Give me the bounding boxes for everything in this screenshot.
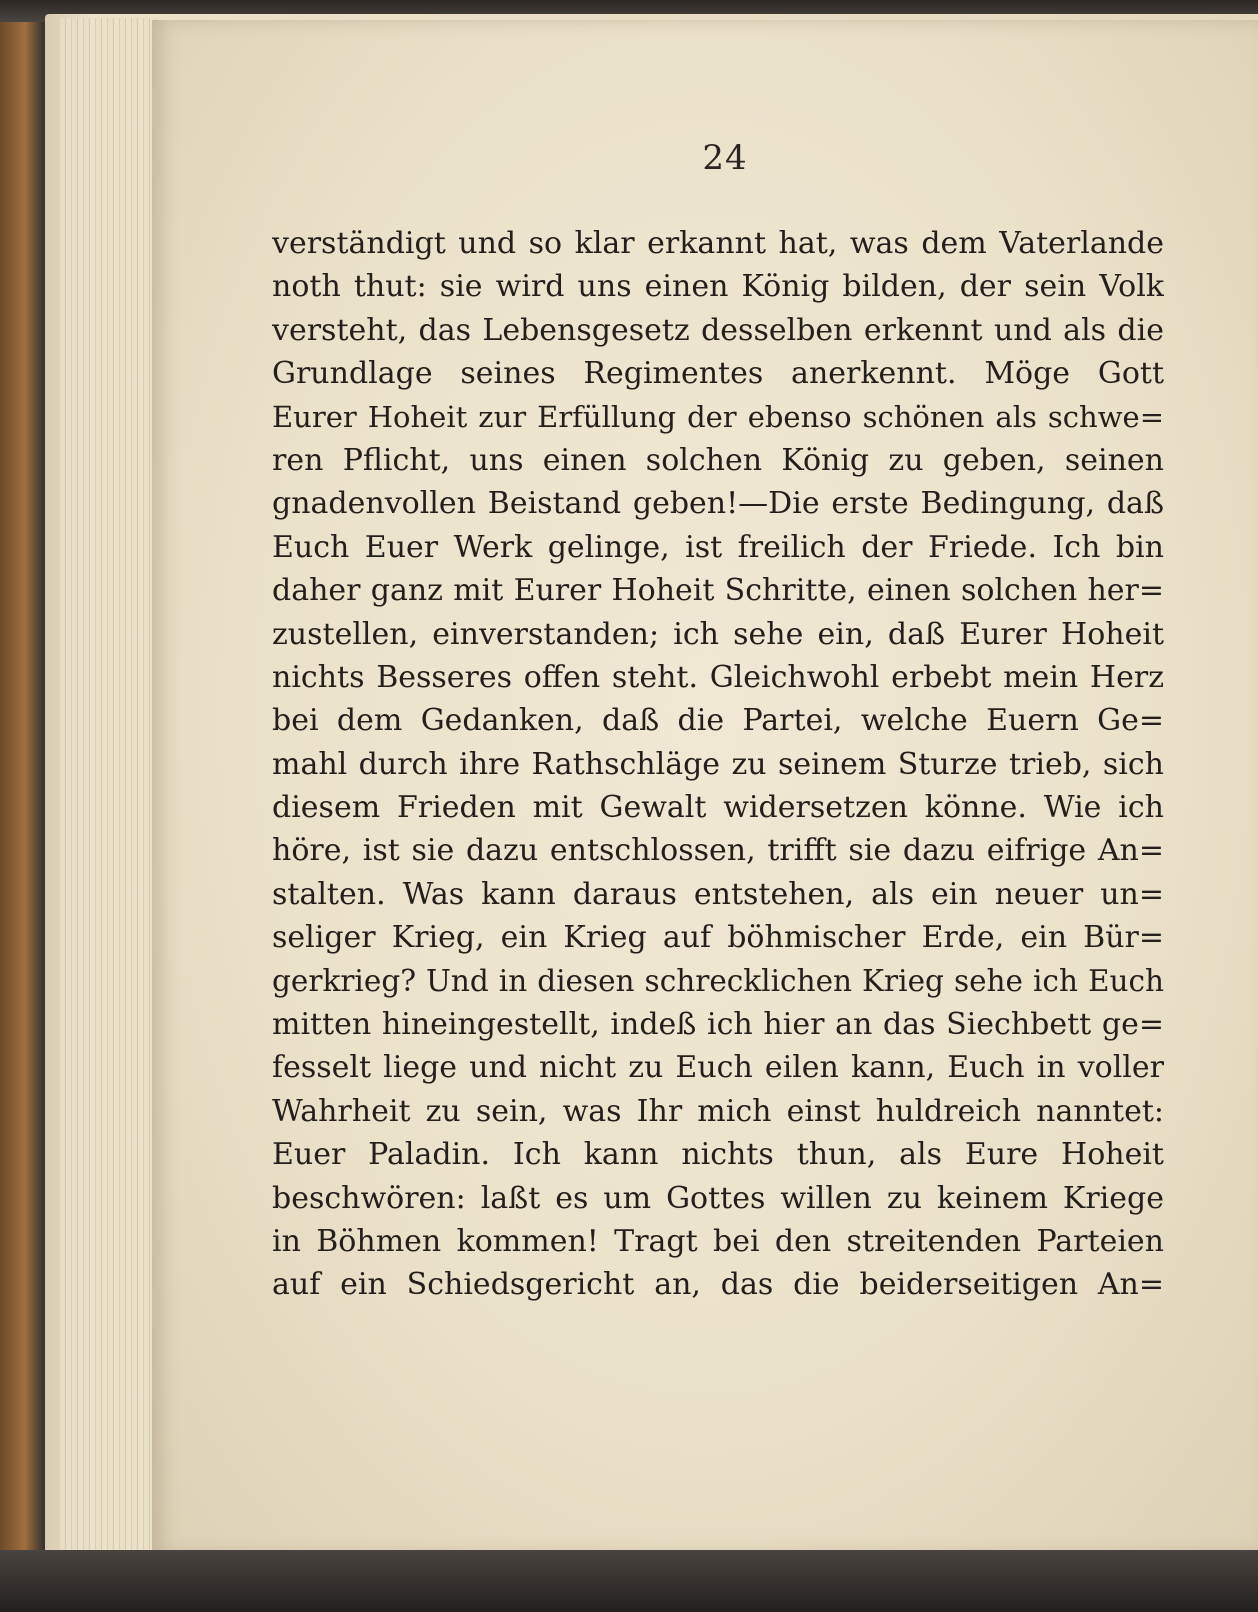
text-line: verständigt und so klar erkannt hat, was dem Vaterlande — [272, 226, 1164, 261]
text-line: Wahrheit zu sein, was Ihr mich einst huldreich nanntet: — [272, 1093, 1164, 1129]
text-line: stalten. Was kann daraus entstehen, als ein neuer un= — [272, 876, 1164, 912]
book-bottom-shadow — [0, 1550, 1258, 1612]
text-line: auf ein Schiedsgericht an, das die beiderseitigen An= — [272, 1267, 1164, 1303]
text-line: höre, ist sie dazu entschlossen, trifft sie dazu eifrige An= — [272, 833, 1164, 869]
page-number: 24 — [702, 138, 748, 178]
text-line: bei dem Gedanken, daß die Partei, welche Euern Ge= — [272, 703, 1164, 739]
text-line: diesem Frieden mit Gewalt widersetzen könne. Wie ich — [272, 790, 1164, 826]
text-line: beschwören: laßt es um Gottes willen zu keinem Kriege — [272, 1180, 1164, 1216]
text-line: daher ganz mit Eurer Hoheit Schritte, einen solchen her= — [272, 573, 1164, 609]
text-line: ren Pflicht, uns einen solchen König zu geben, seinen — [272, 442, 1164, 478]
page-edges — [60, 18, 160, 1558]
text-line: gerkrieg? Und in diesen schrecklichen Krieg sehe ich Euch — [272, 963, 1164, 998]
text-line: zustellen, einverstanden; ich sehe ein, daß Eurer Hoheit — [272, 616, 1164, 652]
text-line: fesselt liege und nicht zu Euch eilen kann, Euch in voller — [272, 1050, 1164, 1086]
text-line: gnadenvollen Beistand geben!—Die erste Bedingung, daß — [272, 486, 1164, 522]
text-line: nichts Besseres offen steht. Gleichwohl erbebt mein Herz — [272, 659, 1164, 695]
text-line: versteht, das Lebensgesetz desselben erkennt und als die — [272, 312, 1164, 348]
body-text — [272, 222, 1164, 1307]
text-line: Eurer Hoheit zur Erfüllung der ebenso schönen als schwe= — [272, 399, 1164, 434]
text-line: mitten hineingestellt, indeß ich hier an das Siechbett ge= — [272, 1007, 1164, 1043]
text-line: seliger Krieg, ein Krieg auf böhmischer Erde, ein Bür= — [272, 920, 1164, 956]
text-line: mahl durch ihre Rathschläge zu seinem Sturze trieb, sich — [272, 746, 1164, 782]
text-line: Euer Paladin. Ich kann nichts thun, als Eure Hoheit — [272, 1137, 1164, 1173]
text-line: noth thut: sie wird uns einen König bilden, der sein Volk — [272, 269, 1164, 305]
text-line: Euch Euer Werk gelinge, ist freilich der Friede. Ich bin — [272, 529, 1164, 565]
text-line: in Böhmen kommen! Tragt bei den streitenden Parteien — [272, 1223, 1164, 1259]
text-line: Grundlage seines Regimentes anerkennt. Möge Gott — [272, 356, 1164, 392]
